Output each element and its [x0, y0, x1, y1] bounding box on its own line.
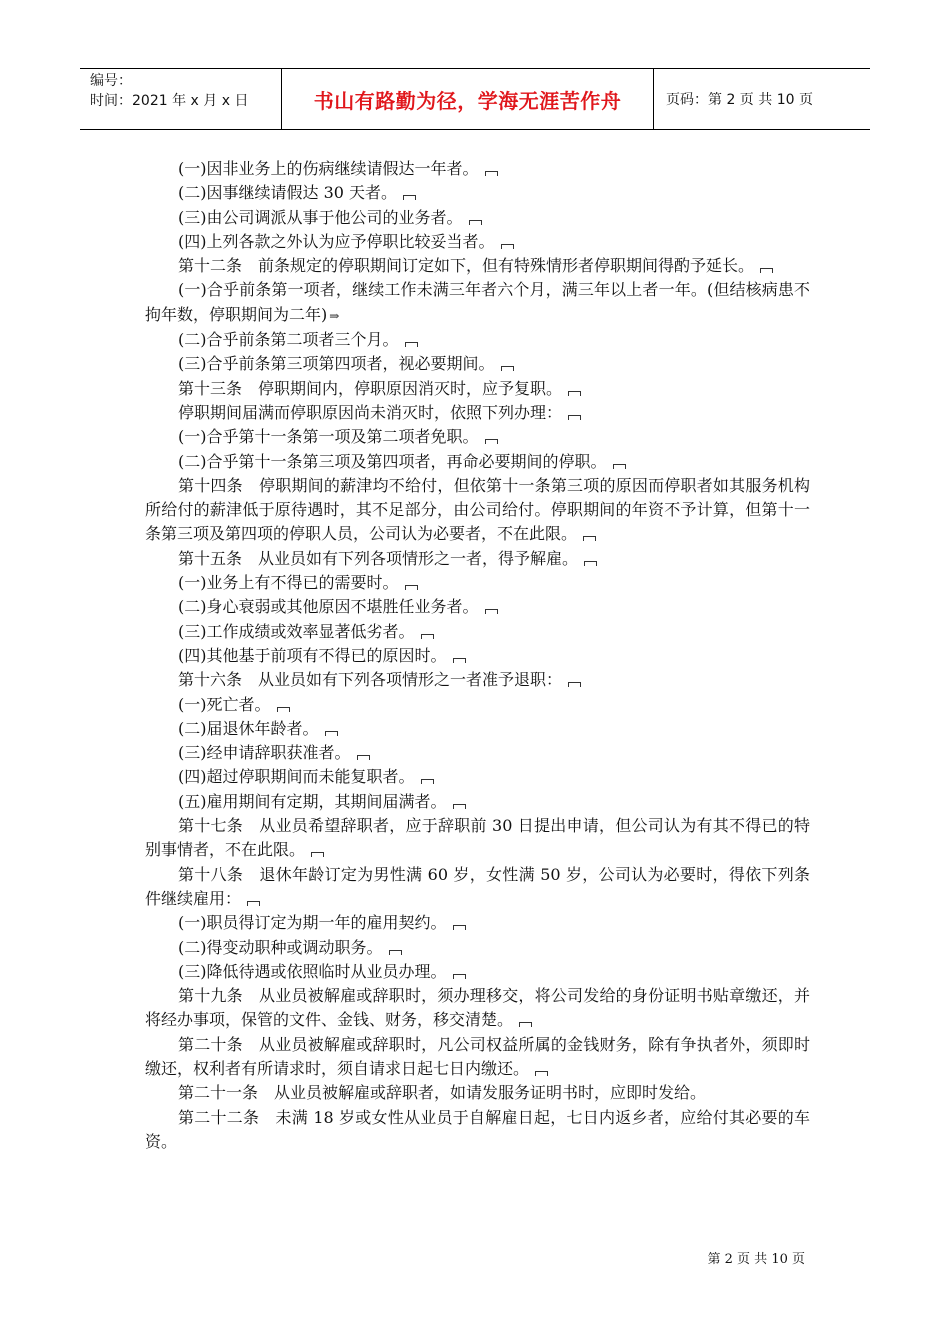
- paragraph-text: 第十四条 停职期间的薪津均不给付，但依第十一条第三项的原因而停职者如其服务机构所给付的薪津低于原待遇时，其不足部分，由公司给付。停职期间的年资不予计算，但第十一条第三项及第四项的停职人员，公司认为必要者，不在此限。: [145, 475, 810, 544]
- paragraph-mark-icon: [403, 195, 416, 200]
- time-label: 时间：2021 年 x 月 x 日: [90, 93, 249, 109]
- paragraph-text: (一)合乎第十一条第一项及第二项者免职。: [178, 427, 479, 447]
- paragraph: [145, 1106, 810, 1155]
- paragraph-text: 停职期间届满而停职原因尚未消灭时，依照下列办理：: [178, 402, 563, 422]
- paragraph: [145, 790, 810, 814]
- header-page-number: 页码：第 2 页 共 10 页: [666, 92, 813, 108]
- paragraph-mark-icon: [469, 220, 482, 225]
- paragraph: [145, 401, 810, 425]
- paragraph-mark-icon: [357, 755, 370, 760]
- paragraph-text: (五)雇用期间有定期，其期间届满者。: [178, 791, 447, 811]
- paragraph: [145, 206, 810, 230]
- paragraph-text: (二)得变动职种或调动职务。: [178, 937, 383, 957]
- paragraph-text: 第十九条 从业员被解雇或辞职时，须办理移交，将公司发给的身份证明书贴章缴还，并将经办事项，保管的文件、金钱、财务，移交清楚。: [145, 986, 810, 1030]
- paragraph: [145, 814, 810, 863]
- paragraph-text: (四)超过停职期间而未能复职者。: [178, 767, 415, 787]
- number-label: 编号：: [90, 73, 132, 89]
- paragraph: [145, 230, 810, 254]
- paragraph: [145, 765, 810, 789]
- paragraph-mark-icon: [405, 585, 418, 590]
- paragraph-mark-icon: [519, 1022, 532, 1027]
- paragraph-text: (一)因非业务上的伤病继续请假达一年者。: [178, 159, 479, 178]
- paragraph-mark-icon: [453, 974, 466, 979]
- paragraph-text: 第二十一条 从业员被解雇或辞职者，如请发服务证明书时，应即时发给。: [178, 1083, 707, 1103]
- paragraph-mark-icon: [453, 658, 466, 663]
- paragraph-mark-icon: [421, 634, 434, 639]
- paragraph-text: 第十七条 从业员希望辞职者，应于辞职前 30 日提出申请，但公司认为有其不得已的特别事情者，不在此限。: [145, 816, 810, 860]
- paragraph-text: 第十五条 从业员如有下列各项情形之一者，得予解雇。: [178, 548, 579, 568]
- paragraph-mark-icon: [760, 268, 773, 273]
- paragraph-text: (四)其他基于前项有不得已的原因时。: [178, 645, 447, 665]
- paragraph: [145, 352, 810, 376]
- paragraph: [145, 960, 810, 984]
- document-body: [145, 157, 810, 1154]
- paragraph: [145, 620, 810, 644]
- paragraph: [145, 450, 810, 474]
- paragraph-text: (四)上列各款之外认为应予停职比较妥当者。: [178, 231, 495, 251]
- paragraph: [145, 181, 810, 205]
- paragraph: [145, 984, 810, 1033]
- paragraph-text: (二)届退休年龄者。: [178, 718, 319, 738]
- paragraph-text: (一)合乎前条第一项者，继续工作未满三年者六个月，满三年以上者一年。(但结核病患不拘年数，停职期间为二年): [145, 280, 810, 324]
- header-meta: [80, 69, 282, 129]
- paragraph-mark-icon: [583, 536, 596, 541]
- paragraph-text: (三)工作成绩或效率显著低劣者。: [178, 621, 415, 641]
- paragraph-text: (二)合乎前条第二项者三个月。: [178, 330, 399, 350]
- paragraph: [145, 644, 810, 668]
- paragraph-text: (一)业务上有不得已的需要时。: [178, 573, 399, 593]
- paragraph: [145, 474, 810, 547]
- paragraph-mark-icon: [568, 391, 581, 396]
- paragraph-mark-icon: [501, 366, 514, 371]
- paragraph-mark-icon: [277, 707, 290, 712]
- paragraph-mark-icon: [421, 779, 434, 784]
- paragraph-text: 第十六条 从业员如有下列各项情形之一者准予退职：: [178, 670, 563, 690]
- paragraph-suffix: ⇒: [329, 308, 340, 323]
- paragraph: [145, 1081, 810, 1105]
- paragraph-text: 第十三条 停职期间内，停职原因消灭时，应予复职。: [178, 378, 563, 398]
- paragraph: [145, 425, 810, 449]
- paragraph: [145, 911, 810, 935]
- paragraph-text: (三)由公司调派从事于他公司的业务者。: [178, 207, 463, 227]
- page-header: [80, 68, 870, 130]
- paragraph-text: (三)降低待遇或依照临时从业员办理。: [178, 961, 447, 981]
- paragraph-text: (二)因事继续请假达 30 天者。: [178, 183, 398, 203]
- paragraph-mark-icon: [247, 901, 260, 906]
- paragraph-text: 第十二条 前条规定的停职期间订定如下，但有特殊情形者停职期间得酌予延长。: [178, 256, 755, 276]
- paragraph-mark-icon: [453, 804, 466, 809]
- paragraph-text: (一)死亡者。: [178, 694, 271, 714]
- paragraph: [145, 377, 810, 401]
- paragraph-text: (二)合乎第十一条第三项及第四项者，再命必要期间的停职。: [178, 451, 607, 471]
- paragraph-mark-icon: [453, 925, 466, 930]
- paragraph: [145, 278, 810, 328]
- paragraph: [145, 547, 810, 571]
- paragraph-mark-icon: [568, 415, 581, 420]
- paragraph-text: (二)身心衰弱或其他原因不堪胜任业务者。: [178, 597, 479, 617]
- paragraph: [145, 863, 810, 912]
- paragraph: [145, 741, 810, 765]
- paragraph: [145, 571, 810, 595]
- paragraph: [145, 668, 810, 692]
- paragraph-mark-icon: [325, 731, 338, 736]
- paragraph-text: 第二十条 从业员被解雇或辞职时，凡公司权益所属的金钱财务，除有争执者外，须即时缴还，权利者有所请求时，须自请求日起七日内缴还。: [145, 1034, 810, 1078]
- paragraph: [145, 717, 810, 741]
- paragraph: [145, 936, 810, 960]
- paragraph-mark-icon: [485, 609, 498, 614]
- paragraph-mark-icon: [405, 342, 418, 347]
- paragraph-mark-icon: [311, 852, 324, 857]
- paragraph: [145, 157, 810, 181]
- paragraph-mark-icon: [501, 244, 514, 249]
- paragraph-text: 第十八条 退休年龄订定为男性满 60 岁，女性满 50 岁，公司认为必要时，得依下列条件继续雇用：: [145, 864, 810, 908]
- paragraph-mark-icon: [584, 561, 597, 566]
- paragraph: [145, 693, 810, 717]
- paragraph-mark-icon: [535, 1071, 548, 1076]
- paragraph: [145, 595, 810, 619]
- paragraph: [145, 1033, 810, 1082]
- paragraph-mark-icon: [485, 171, 498, 176]
- paragraph-text: 第二十二条 未满 18 岁或女性从业员于自解雇日起，七日内返乡者，应给付其必要的车资。: [145, 1107, 810, 1151]
- paragraph: [145, 254, 810, 278]
- paragraph-mark-icon: [568, 682, 581, 687]
- paragraph-mark-icon: [389, 950, 402, 955]
- paragraph-mark-icon: [485, 439, 498, 444]
- paragraph-text: (一)职员得订定为期一年的雇用契约。: [178, 913, 447, 933]
- header-motto: 书山有路勤为径，学海无涯苦作舟: [282, 69, 654, 129]
- paragraph-text: (三)合乎前条第三项第四项者，视必要期间。: [178, 354, 495, 374]
- page-footer: 第 2 页 共 10 页: [707, 1252, 805, 1267]
- paragraph-text: (三)经申请辞职获准者。: [178, 743, 351, 763]
- paragraph: [145, 328, 810, 352]
- paragraph-mark-icon: [613, 464, 626, 469]
